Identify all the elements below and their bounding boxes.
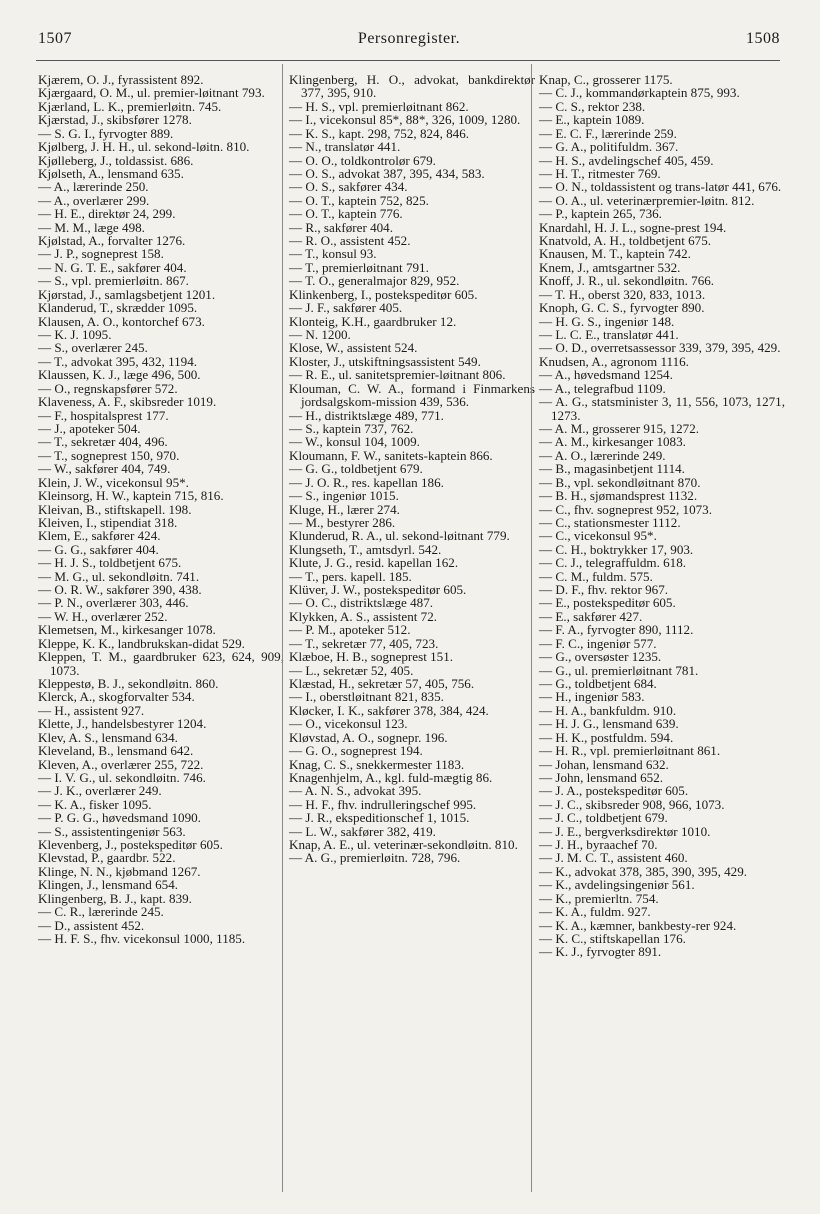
register-entry: — B., vpl. sekondløitnant 870. [539, 474, 701, 490]
register-entry: — A., lærerinde 250. [38, 179, 149, 195]
register-entry: — A., telegrafbud 1109. [539, 380, 666, 396]
register-entry: — A. G., premierløitn. 728, 796. [289, 850, 461, 866]
register-entry: — C. M., fuldm. 575. [539, 568, 653, 584]
register-entry: Knoph, G. C. S., fyrvogter 890. [539, 300, 705, 316]
register-entry: — W., sakfører 404, 749. [38, 461, 171, 477]
register-entry: — I. V. G., ul. sekondløitn. 746. [38, 769, 206, 785]
register-entry: — K. A., fisker 1095. [38, 796, 152, 812]
register-entry: — S., overlærer 245. [38, 340, 148, 356]
register-entry: — S. G. I., fyrvogter 889. [38, 125, 174, 141]
register-entry: — J. C., toldbetjent 679. [539, 810, 668, 826]
register-entry: Kluge, H., lærer 274. [289, 501, 400, 517]
register-entry: Kleivan, B., stiftskapell. 198. [38, 501, 192, 517]
register-entry: — T. H., oberst 320, 833, 1013. [539, 286, 706, 302]
register-entry: — O. O., toldkontrolør 679. [289, 152, 436, 168]
register-entry: — O., vicekonsul 123. [289, 716, 408, 732]
register-entry: — J. A., postekspeditør 605. [539, 783, 689, 799]
register-entry: Knausen, M. T., kaptein 742. [539, 246, 691, 262]
register-entry: Knagenhjelm, A., kgl. fuld-mægtig 86. [289, 769, 493, 785]
register-entry: — E., postekspeditør 605. [539, 595, 676, 611]
register-entry: — John, lensmand 652. [539, 769, 664, 785]
register-entry: Klemetsen, M., kirkesanger 1078. [38, 622, 216, 638]
register-entry: — J. M. C. T., assistent 460. [539, 850, 688, 866]
header-rule [36, 60, 780, 61]
register-entry: — H., ingeniør 583. [539, 689, 645, 705]
register-entry: — O. C., distriktslæge 487. [289, 595, 434, 611]
register-entry: — A., overlærer 299. [38, 192, 150, 208]
register-entry: — K., premierltn. 754. [539, 890, 659, 906]
register-entry: Klaussen, K. J., læge 496, 500. [38, 367, 201, 383]
register-entry: — F., hospitalsprest 177. [38, 407, 169, 423]
register-entry: — P. G. G., høvedsmand 1090. [38, 810, 201, 826]
register-entry: — J. R., ekspeditionschef 1, 1015. [289, 810, 470, 826]
register-entry: — N. 1200. [289, 327, 351, 343]
register-entry: Kjærland, L. K., premierløitn. 745. [38, 98, 222, 114]
register-entry: — T. O., generalmajor 829, 952. [289, 273, 460, 289]
register-entry: — H. T., ritmester 769. [539, 165, 661, 181]
register-entry: — P., kaptein 265, 736. [539, 206, 662, 222]
register-entry: Knag, C. S., snekkermester 1183. [289, 756, 465, 772]
register-entry: Klüver, J. W., postekspeditør 605. [289, 582, 467, 598]
register-entry: — J. E., bergverksdirektør 1010. [539, 823, 711, 839]
register-entry: — G. O., sogneprest 194. [289, 743, 423, 759]
register-entry: — L. C. E., translatør 441. [539, 327, 679, 343]
register-entry: — E., sakfører 427. [539, 608, 643, 624]
register-entry: — F. A., fyrvogter 890, 1112. [539, 622, 694, 638]
register-column-2 [289, 73, 535, 865]
register-entry: — T., sekretær 77, 405, 723. [289, 635, 439, 651]
register-entry: — K., avdelingsingeniør 561. [539, 877, 695, 893]
register-entry: — M. M., læge 498. [38, 219, 145, 235]
register-entry: Knudsen, A., agronom 1116. [539, 353, 689, 369]
register-entry: Klute, J. G., resid. kapellan 162. [289, 555, 459, 571]
page-number-left: 1507 [38, 30, 72, 47]
register-entry: — K. J. 1095. [38, 327, 112, 343]
register-entry: — M. G., ul. sekondløitn. 741. [38, 568, 200, 584]
register-entry: — J. P., sogneprest 158. [38, 246, 164, 262]
register-entry: Kloumann, F. W., sanitets-kaptein 866. [289, 447, 493, 463]
register-entry: — T., konsul 93. [289, 246, 377, 262]
register-column-1 [38, 73, 284, 945]
register-entry: — A. N. S., advokat 395. [289, 783, 422, 799]
page-title: Personregister. [357, 30, 461, 47]
register-entry: Klaveness, A. F., skibsreder 1019. [38, 394, 217, 410]
register-entry: — J. K., overlærer 249. [38, 783, 162, 799]
register-entry: Kløvstad, A. O., sognepr. 196. [289, 729, 448, 745]
register-entry: — B. H., sjømandsprest 1132. [539, 488, 698, 504]
register-entry: Klungseth, T., amtsdyrl. 542. [289, 541, 442, 557]
register-entry: Knatvold, A. H., toldbetjent 675. [539, 233, 712, 249]
register-entry: — S., assistentingeniør 563. [38, 823, 186, 839]
register-entry: Klykken, A. S., assistent 72. [289, 608, 438, 624]
register-entry: — P. N., overlærer 303, 446. [38, 595, 189, 611]
register-entry: Kjærgaard, O. M., ul. premier-løitnant 793. [38, 85, 265, 101]
register-entry: Klausen, A. O., kontorchef 673. [38, 313, 205, 329]
register-entry: Kløcker, I. K., sakfører 378, 384, 424. [289, 702, 489, 718]
register-entry: — H. J. S., toldbetjent 675. [38, 555, 182, 571]
register-entry: Klunderud, R. A., ul. sekond-løitnant 779. [289, 528, 510, 544]
register-entry: Klæstad, H., sekretær 57, 405, 756. [289, 675, 475, 691]
register-entry: — H., distriktslæge 489, 771. [289, 407, 444, 423]
register-entry: — R. O., assistent 452. [289, 233, 411, 249]
register-entry: — S., vpl. premierløitn. 867. [38, 273, 189, 289]
register-entry: — O., regnskapsfører 572. [38, 380, 178, 396]
register-entry: — J. O. R., res. kapellan 186. [289, 474, 444, 490]
register-entry: Klevstad, P., gaardbr. 522. [38, 850, 176, 866]
register-entry: Klose, W., assistent 524. [289, 340, 418, 356]
register-entry: Kjærstad, J., skibsfører 1278. [38, 112, 192, 128]
register-entry: — J. C., skibsreder 908, 966, 1073. [539, 796, 725, 812]
register-entry: Kjølstad, A., forvalter 1276. [38, 233, 186, 249]
register-entry: Klevenberg, J., postekspeditør 605. [38, 837, 223, 853]
register-entry: — J. H., byraachef 70. [539, 837, 658, 853]
register-entry: Kleinsorg, H. W., kaptein 715, 816. [38, 488, 224, 504]
register-entry: — H. R., vpl. premierløitnant 861. [539, 743, 721, 759]
register-entry: — H. A., bankfuldm. 910. [539, 702, 677, 718]
register-entry: — H. F. S., fhv. vicekonsul 1000, 1185. [38, 931, 246, 946]
register-entry: — O. T., kaptein 752, 825. [289, 192, 429, 208]
register-entry: — S., ingeniør 1015. [289, 488, 399, 504]
register-entry: Klonteig, K.H., gaardbruker 12. [289, 313, 457, 329]
register-entry: — B., magasinbetjent 1114. [539, 461, 685, 477]
register-entry: — I., oberstløitnant 821, 835. [289, 689, 444, 705]
register-entry: — K. C., stiftskapellan 176. [539, 931, 686, 946]
register-entry: — C. J., kommandørkaptein 875, 993. [539, 85, 740, 101]
register-entry: — W., konsul 104, 1009. [289, 434, 420, 450]
register-entry: — H. G. S., ingeniør 148. [539, 313, 675, 329]
register-entry: — T., sogneprest 150, 970. [38, 447, 180, 463]
register-entry: Klanderud, T., skrædder 1095. [38, 300, 198, 316]
register-entry: Klette, J., handelsbestyrer 1204. [38, 716, 207, 732]
register-entry: — N., translatør 441. [289, 139, 401, 155]
register-entry: — T., advokat 395, 432, 1194. [38, 353, 198, 369]
register-entry: — H., assistent 927. [38, 702, 145, 718]
register-entry: Knap, A. E., ul. veterinær-sekondløitn. 810. [289, 837, 518, 853]
register-entry: Kjærem, O. J., fyrassistent 892. [38, 72, 204, 87]
register-entry: Kloster, J., utskiftningsassistent 549. [289, 353, 481, 369]
register-entry: Klem, E., sakfører 424. [38, 528, 161, 544]
register-entry: — H. S., avdelingschef 405, 459. [539, 152, 714, 168]
register-entry: — H. F., fhv. indrulleringschef 995. [289, 796, 477, 812]
register-entry: — W. H., overlærer 252. [38, 608, 168, 624]
register-column-3 [539, 73, 785, 959]
register-entry: Klingenberg, B. J., kapt. 839. [38, 890, 192, 906]
register-entry: — K. S., kapt. 298, 752, 824, 846. [289, 125, 470, 141]
register-entry: — S., kaptein 737, 762. [289, 420, 414, 436]
register-entry: Knardahl, H. J. L., sogne-prest 194. [539, 219, 727, 235]
register-entry: — G., toldbetjent 684. [539, 675, 657, 691]
register-entry: — O. T., kaptein 776. [289, 206, 403, 222]
register-entry: — O. S., advokat 387, 395, 434, 583. [289, 165, 485, 181]
register-entry: — R., sakfører 404. [289, 219, 394, 235]
register-entry: — A. O., lærerinde 249. [539, 447, 666, 463]
register-entry: — N. G. T. E., sakfører 404. [38, 259, 187, 275]
register-entry: — P. M., apoteker 512. [289, 622, 411, 638]
register-entry: — F. C., ingeniør 577. [539, 635, 657, 651]
register-entry: Klingen, J., lensmand 654. [38, 877, 179, 893]
register-entry: — E. C. F., lærerinde 259. [539, 125, 677, 141]
register-entry: — O. R. W., sakfører 390, 438. [38, 582, 202, 598]
register-entry: Klæboe, H. B., sogneprest 151. [289, 649, 454, 665]
register-entry: — T., premierløitnant 791. [289, 259, 429, 275]
register-entry: — J., apoteker 504. [38, 420, 141, 436]
register-entry: — K. A., fuldm. 927. [539, 904, 651, 920]
register-entry: — H. E., direktør 24, 299. [38, 206, 176, 222]
register-entry: Knem, J., amtsgartner 532. [539, 259, 681, 275]
register-entry: Kleppen, T. M., gaardbruker 623, 624, 909, 1073. [38, 649, 284, 678]
page-header [38, 30, 780, 56]
register-entry: Klingenberg, H. O., advokat, bankdirektør 377, 395, 910. [289, 72, 535, 101]
register-entry: — K. J., fyrvogter 891. [539, 944, 662, 960]
register-entry: — A. M., kirkesanger 1083. [539, 434, 686, 450]
register-entry: — C. R., lærerinde 245. [38, 904, 164, 920]
register-entry: — D. F., fhv. rektor 967. [539, 582, 669, 598]
register-entry: — C., stationsmester 1112. [539, 514, 681, 530]
register-entry: — G., oversøster 1235. [539, 649, 662, 665]
register-entry: — C. J., telegraffuldm. 618. [539, 555, 687, 571]
register-entry: — E., kaptein 1089. [539, 112, 645, 128]
register-entry: — J. F., sakfører 405. [289, 300, 403, 316]
register-entry: — M., bestyrer 286. [289, 514, 396, 530]
register-entry: — G. G., sakfører 404. [38, 541, 159, 557]
register-entry: — O. S., sakfører 434. [289, 179, 408, 195]
register-entry: Knap, C., grosserer 1175. [539, 72, 673, 87]
register-entry: Kleveland, B., lensmand 642. [38, 743, 194, 759]
register-entry: — K., advokat 378, 385, 390, 395, 429. [539, 863, 748, 879]
register-entry: — A. M., grosserer 915, 1272. [539, 420, 700, 436]
register-entry: — O. D., overretsassessor 339, 379, 395, 429. [539, 340, 781, 356]
register-entry: — R. E., ul. sanitetspremier-løitnant 806. [289, 367, 506, 383]
register-entry: Klev, A. S., lensmand 634. [38, 729, 178, 745]
register-entry: — I., vicekonsul 85*, 88*, 326, 1009, 1280. [289, 112, 521, 128]
register-entry: — G. G., toldbetjent 679. [289, 461, 423, 477]
register-entry: — L., sekretær 52, 405. [289, 662, 414, 678]
register-entry: — A., høvedsmand 1254. [539, 367, 673, 383]
column-divider-2 [531, 64, 532, 1192]
register-entry: — C. S., rektor 238. [539, 98, 646, 114]
register-entry: — K. A., kæmner, bankbesty-rer 924. [539, 917, 737, 933]
register-entry: — C. H., boktrykker 17, 903. [539, 541, 694, 557]
register-entry: — Johan, lensmand 632. [539, 756, 669, 772]
column-divider-1 [282, 64, 283, 1192]
register-entry: Klinge, N. N., kjøbmand 1267. [38, 863, 201, 879]
register-entry: Klinkenberg, I., postekspeditør 605. [289, 286, 478, 302]
register-entry: Kjølberg, J. H. H., ul. sekond-løitn. 810. [38, 139, 250, 155]
register-entry: — T., pers. kapell. 185. [289, 568, 412, 584]
register-entry: — O. N., toldassistent og trans-latør 441, 676. [539, 179, 782, 195]
register-entry: Kjølleberg, J., toldassist. 686. [38, 152, 194, 168]
register-entry: — C., vicekonsul 95*. [539, 528, 657, 544]
register-entry: — H. S., vpl. premierløitnant 862. [289, 98, 469, 114]
register-entry: — C., fhv. sogneprest 952, 1073. [539, 501, 712, 517]
page-number-right: 1508 [746, 30, 780, 47]
register-entry: Klouman, C. W. A., formand i Finmarkens jordsalgskom-mission 439, 536. [289, 380, 535, 410]
register-entry: Klein, J. W., vicekonsul 95*. [38, 474, 189, 490]
register-entry: — O. A., ul. veterinærpremier-løitn. 812. [539, 192, 755, 208]
register-entry: — G., ul. premierløitnant 781. [539, 662, 699, 678]
register-entry: — G. A., politifuldm. 367. [539, 139, 679, 155]
register-entry: — H. J. G., lensmand 639. [539, 716, 679, 732]
register-entry: — L. W., sakfører 382, 419. [289, 823, 436, 839]
register-entry: Klerck, A., skogforvalter 534. [38, 689, 195, 705]
register-entry: Kjørstad, J., samlagsbetjent 1201. [38, 286, 216, 302]
register-entry: — D., assistent 452. [38, 917, 145, 933]
register-entry: Kleiven, I., stipendiat 318. [38, 514, 178, 530]
register-entry: — T., sekretær 404, 496. [38, 434, 168, 450]
register-entry: Kleven, A., overlærer 255, 722. [38, 756, 204, 772]
register-entry: Knoff, J. R., ul. sekondløitn. 766. [539, 273, 715, 289]
register-entry: Kleppe, K. K., landbrukskan-didat 529. [38, 635, 245, 651]
register-entry: — H. K., postfuldm. 594. [539, 729, 674, 745]
register-entry: — A. G., statsminister 3, 11, 556, 1073, 1271, 1273. [539, 394, 785, 423]
register-entry: Kjølseth, A., lensmand 635. [38, 165, 184, 181]
register-entry: Kleppestø, B. J., sekondløitn. 860. [38, 675, 219, 691]
